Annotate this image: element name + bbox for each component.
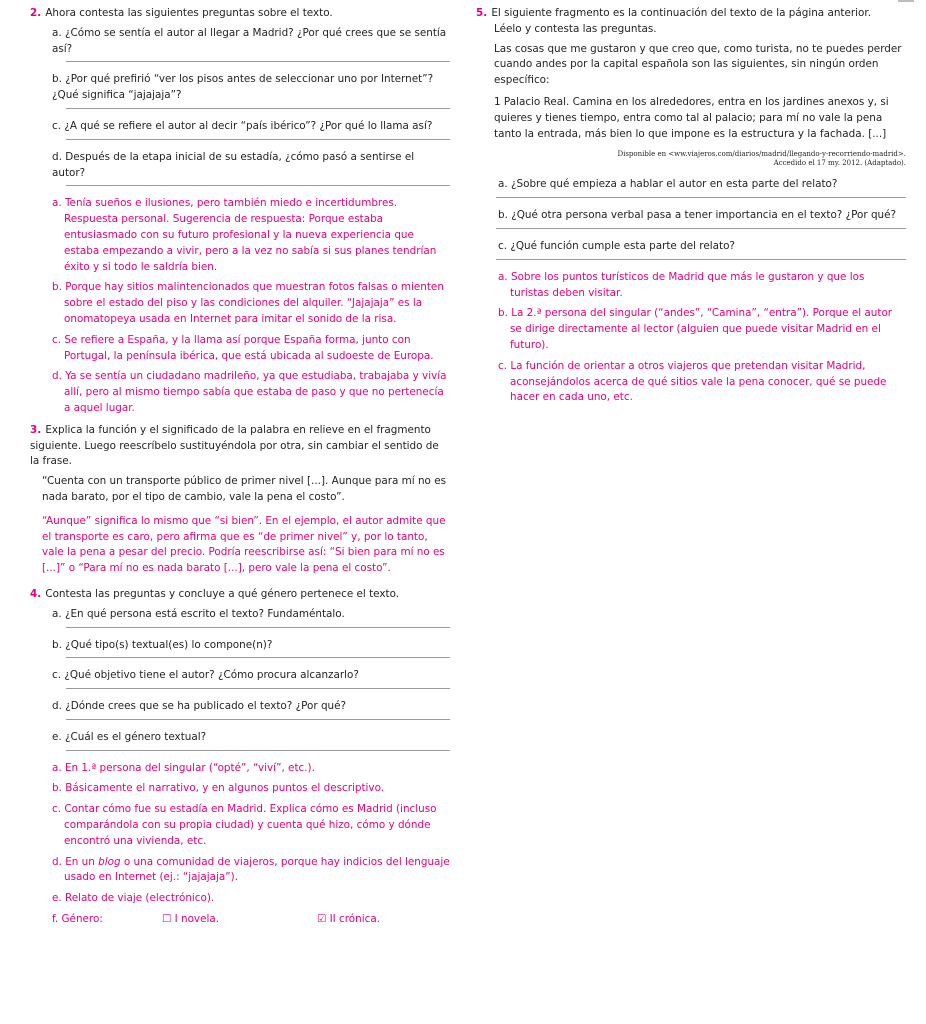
genero-row bbox=[52, 912, 450, 928]
q2-answers bbox=[52, 196, 450, 416]
q4-item-c: c. ¿Qué objetivo tiene el autor? ¿Cómo procura alcanzarlo? bbox=[52, 669, 359, 682]
question-number: 4. bbox=[30, 587, 42, 600]
answer-line[interactable] bbox=[66, 61, 450, 62]
answer-a: a. Sobre los puntos turísticos de Madrid que más le gustaron y que los turistas deben visitar. bbox=[498, 270, 865, 299]
answer-b: b. Básicamente el narrativo, y en algunos puntos el descriptivo. bbox=[52, 782, 385, 795]
answer-line[interactable] bbox=[496, 228, 906, 229]
question-text: Contesta las preguntas y concluye a qué género pertenece el texto. bbox=[45, 587, 400, 600]
question-3 bbox=[30, 423, 450, 470]
fragment-paragraph-2: 1 Palacio Real. Camina en los alrededores, entra en los jardines anexos y, si quieres y tienes tiempo, entra como tal al palacio; para mí no vale la pena tanto la entrada, más bien lo que impone es la estructura y la fachada. [...] bbox=[494, 95, 889, 140]
answer-line[interactable] bbox=[66, 750, 450, 751]
q2-item-a: a. ¿Cómo se sentía el autor al llegar a Madrid? ¿Por qué crees que se sentía así? bbox=[52, 26, 447, 55]
answer-a: a. En 1.ª persona del singular (“opté”, “viví”, etc.). bbox=[52, 761, 315, 774]
answer-line[interactable] bbox=[66, 108, 450, 109]
answer-d: d. Ya se sentía un ciudadano madrileño, ya que estudiaba, trabajaba y vivía allí, pero al mismo tiempo sabía que estaba de paso y que no pertenecía a aquel lugar. bbox=[52, 370, 447, 414]
answer-line[interactable] bbox=[66, 185, 450, 186]
q5-item-c: c. ¿Qué función cumple esta parte del relato? bbox=[498, 239, 735, 252]
right-column bbox=[476, 6, 906, 411]
q3-answer: “Aunque” significa lo mismo que “si bien”. En el ejemplo, el autor admite que el transporte es caro, pero afirma que es “de primer nivel” y, por lo tanto, vale la pena a pesar del precio. Podría reescribirse así: “Si bien para mí no es [...]” o “Para mí no es nada barato [...], pero vale la pena el costo”. bbox=[42, 514, 446, 575]
q5-item-b: b. ¿Qué otra persona verbal pasa a tener importancia en el texto? ¿Por qué? bbox=[498, 209, 897, 222]
left-column bbox=[30, 6, 450, 928]
answer-c: c. La función de orientar a otros viajeros que pretendan visitar Madrid, aconsejándolos acerca de qué sitios vale la pena conocer, qué se puede hacer en cada uno, etc. bbox=[498, 359, 887, 404]
answer-b: b. La 2.ª persona del singular (“andes”, “Camina”, “entra”). Porque el autor se dirige directamente al lector (alguien que puede visitar Madrid en el futuro). bbox=[498, 307, 893, 351]
genero-option-cronica[interactable]: ☑ II crónica. bbox=[317, 913, 381, 926]
question-2 bbox=[30, 6, 450, 22]
answer-c: c. Se refiere a España, y la llama así porque España forma, junto con Portugal, la península ibérica, que está ubicada al sudoeste de Europa. bbox=[52, 333, 434, 362]
q4-item-d: d. ¿Dónde crees que se ha publicado el texto? ¿Por qué? bbox=[52, 700, 347, 713]
source-citation bbox=[476, 150, 906, 167]
q5-instruction: Léelo y contesta las preguntas. bbox=[494, 22, 657, 35]
answer-d-post: usado en Internet (ej.: “jajajaja”). bbox=[64, 871, 239, 884]
q4-item-b: b. ¿Qué tipo(s) textual(es) lo compone(n)? bbox=[52, 638, 273, 651]
q2-item-d: d. Después de la etapa inicial de su estadía, ¿cómo pasó a sentirse el autor? bbox=[52, 150, 415, 179]
q5-answers bbox=[498, 270, 906, 406]
question-text: Explica la función y el significado de la palabra en relieve en el fragmento siguiente. Luego reescríbelo sustituyéndola por otra, sin cambiar el sentido de la frase. bbox=[30, 423, 439, 468]
q2-item-c: c. ¿A qué se refiere el autor al decir “país ibérico”? ¿Por qué lo llama así? bbox=[52, 119, 433, 132]
question-text: El siguiente fragmento es la continuación del texto de la página anterior. bbox=[491, 7, 872, 19]
q3-quote: “Cuenta con un transporte público de primer nivel [...]. Aunque para mí no es nada barato, por el tipo de cambio, vale la pena el costo”. bbox=[42, 475, 447, 503]
answer-a: a. Tenía sueños e ilusiones, pero también miedo e incertidumbres. Respuesta personal. Sugerencia de respuesta: Porque estaba entusiasmado con su futuro profesional y la nueva experiencia que estaba empezando a vivir, pero a la vez no sabía si sus planes tendrían éxito y si todo le saldría bien. bbox=[52, 197, 437, 273]
q2-item-b: b. ¿Por qué prefirió “ver los pisos antes de seleccionar uno por Internet”? ¿Qué significa “jajajaja”? bbox=[52, 73, 434, 102]
answer-e: e. Relato de viaje (electrónico). bbox=[52, 892, 215, 905]
question-text: Ahora contesta las siguientes preguntas sobre el texto. bbox=[45, 7, 333, 19]
answer-d-pre: d. En un bbox=[52, 855, 99, 868]
answer-d-blog: blog bbox=[98, 855, 121, 868]
question-number: 3. bbox=[30, 423, 42, 436]
answer-d-mid: o una comunidad de viajeros, porque hay indicios del lenguaje bbox=[120, 855, 450, 868]
genero-option-novela[interactable]: ☐ I novela. bbox=[162, 913, 220, 926]
source-line-2: Accedido el 17 my. 2012. (Adaptado). bbox=[773, 158, 906, 167]
answer-line[interactable] bbox=[496, 197, 906, 198]
answer-line[interactable] bbox=[66, 688, 450, 689]
answer-line[interactable] bbox=[66, 139, 450, 140]
question-number: 2. bbox=[30, 7, 42, 19]
q4-item-a: a. ¿En qué persona está escrito el texto? Fundaméntalo. bbox=[52, 607, 345, 620]
question-4 bbox=[30, 587, 450, 603]
answer-c: c. Contar cómo fue su estadía en Madrid. Explica cómo es Madrid (incluso comparándola con su propia ciudad) y cuenta qué hizo, cómo y dónde encontró una vivienda, etc. bbox=[52, 803, 437, 847]
q4-answers bbox=[52, 761, 450, 907]
answer-line[interactable] bbox=[66, 719, 450, 720]
q5-item-a: a. ¿Sobre qué empieza a hablar el autor en esta parte del relato? bbox=[498, 178, 838, 191]
q4-item-e: e. ¿Cuál es el género textual? bbox=[52, 730, 207, 743]
fragment-paragraph-1: Las cosas que me gustaron y que creo que, como turista, no te puedes perder cuando andes por la capital española son las siguientes, sin ningún orden específico: bbox=[494, 42, 902, 87]
genero-label: f. Género: bbox=[52, 913, 103, 926]
answer-line[interactable] bbox=[496, 259, 906, 260]
source-line-1: Disponible en <ww.viajeros.com/diarios/madrid/llegando-y-recorriendo-madrid>. bbox=[617, 150, 906, 159]
answer-line[interactable] bbox=[66, 657, 450, 658]
answer-d bbox=[52, 855, 450, 887]
answer-line[interactable] bbox=[66, 627, 450, 628]
corner-mark bbox=[898, 0, 914, 2]
answer-b: b. Porque hay sitios malintencionados que muestran fotos falsas o mienten sobre el estado del piso y las condiciones del alquiler. “Jajajaja” es la onomatopeya usada en Internet para imitar el sonido de la risa. bbox=[52, 281, 444, 325]
question-5 bbox=[476, 6, 906, 22]
question-number: 5. bbox=[476, 7, 488, 19]
